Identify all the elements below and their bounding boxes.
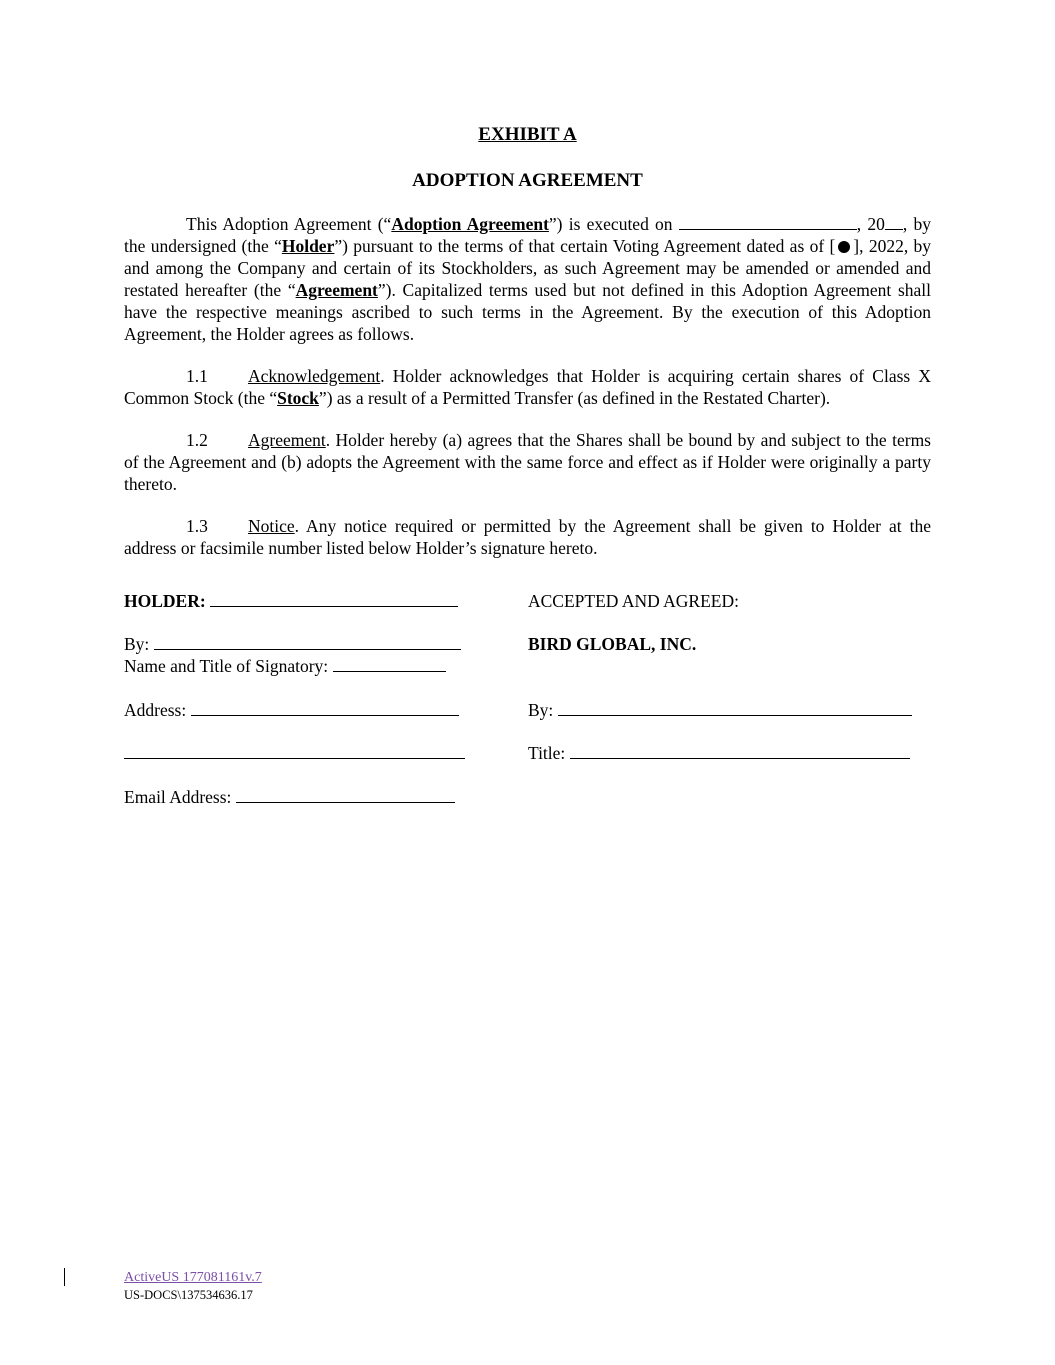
bullet-placeholder-icon <box>838 241 850 253</box>
section-number: 1.1 <box>186 366 208 386</box>
exhibit-heading: EXHIBIT A <box>478 124 577 145</box>
company-by-label: By: <box>528 700 554 720</box>
holder-label: HOLDER: <box>124 591 206 611</box>
name-title-line <box>124 655 446 677</box>
defined-term-agreement: Agreement <box>295 280 378 300</box>
address-label: Address: <box>124 700 187 720</box>
company-title-label: Title: <box>528 743 566 763</box>
by-label: By: <box>124 634 150 654</box>
intro-text: , 20 <box>856 214 885 234</box>
year-blank[interactable] <box>885 213 903 230</box>
company-name: BIRD GLOBAL, INC. <box>528 634 697 654</box>
intro-text: ”) is executed on <box>548 214 679 234</box>
holder-by-field[interactable] <box>154 634 461 650</box>
defined-term-holder: Holder <box>281 236 335 256</box>
intro-text: by the undersigned (the “ <box>124 214 931 256</box>
address-field-2[interactable] <box>124 743 465 759</box>
section-number: 1.2 <box>186 430 208 450</box>
section-1-1 <box>124 365 931 409</box>
name-title-field[interactable] <box>333 656 446 672</box>
company-title-field[interactable] <box>570 743 910 759</box>
holder-line <box>124 590 458 612</box>
intro-text: ”) pursuant to the terms of that certain Voting Agreement dated as of [ <box>334 236 836 256</box>
footer-doc-id: US-DOCS\137534636.17 <box>124 1288 253 1302</box>
section-text: . Holder hereby (a) agrees that the Shares shall be bound by and subject to the terms of the Agreement and (b) adopts the Agreement with the same force and effect as if Holder were originally a party thereto. <box>124 430 931 494</box>
section-1-3 <box>124 515 931 559</box>
section-heading: Notice <box>248 516 295 536</box>
accepted-label: ACCEPTED AND AGREED: <box>528 591 739 611</box>
name-title-label: Name and Title of Signatory: <box>124 656 329 676</box>
email-line <box>124 786 455 808</box>
email-label: Email Address: <box>124 787 232 807</box>
intro-text: ”). Capitalized terms used but not defined in this Adoption Agreement shall have the respective meanings ascribed to such terms in the Agreement. By the execution of this Adoption Agreement, the Holder agrees as follows. <box>124 280 932 344</box>
section-1-2 <box>124 429 931 495</box>
address-line-2 <box>124 742 465 764</box>
defined-term-adoption-agreement: Adoption Agreement <box>391 214 549 234</box>
section-text: ”) as a result of a Permitted Transfer (as defined in the Restated Charter). <box>318 388 831 408</box>
document-title: ADOPTION AGREEMENT <box>412 170 643 191</box>
intro-text: , <box>902 214 908 234</box>
section-text: . Any notice required or permitted by the Agreement shall be given to Holder at the address or facsimile number listed below Holder’s signature hereto. <box>124 516 931 558</box>
date-blank[interactable] <box>679 213 857 230</box>
section-text: . Holder acknowledges that Holder is acquiring certain shares of Class X Common Stock (the “ <box>124 366 931 408</box>
change-bar <box>64 1268 65 1286</box>
company-by-field[interactable] <box>558 700 912 716</box>
email-field[interactable] <box>236 787 455 803</box>
defined-term-stock: Stock <box>277 388 319 408</box>
section-number: 1.3 <box>186 516 208 536</box>
section-heading: Acknowledgement <box>248 366 381 386</box>
company-title-line <box>528 742 910 764</box>
address-line <box>124 699 459 721</box>
address-field[interactable] <box>191 700 459 716</box>
section-heading: Agreement <box>248 430 326 450</box>
footer-doc-link[interactable]: ActiveUS 177081161v.7 <box>124 1270 262 1285</box>
company-by-line <box>528 699 912 721</box>
intro-text: ], 2022, by and among the Company and certain of its Stockholders, as such Agreement may be amended or amended and restated hereafter (the “ <box>124 236 932 300</box>
intro-paragraph <box>124 213 931 345</box>
intro-text: This Adoption Agreement (“ <box>186 214 392 234</box>
by-line <box>124 633 461 655</box>
holder-signature-field[interactable] <box>210 591 458 607</box>
